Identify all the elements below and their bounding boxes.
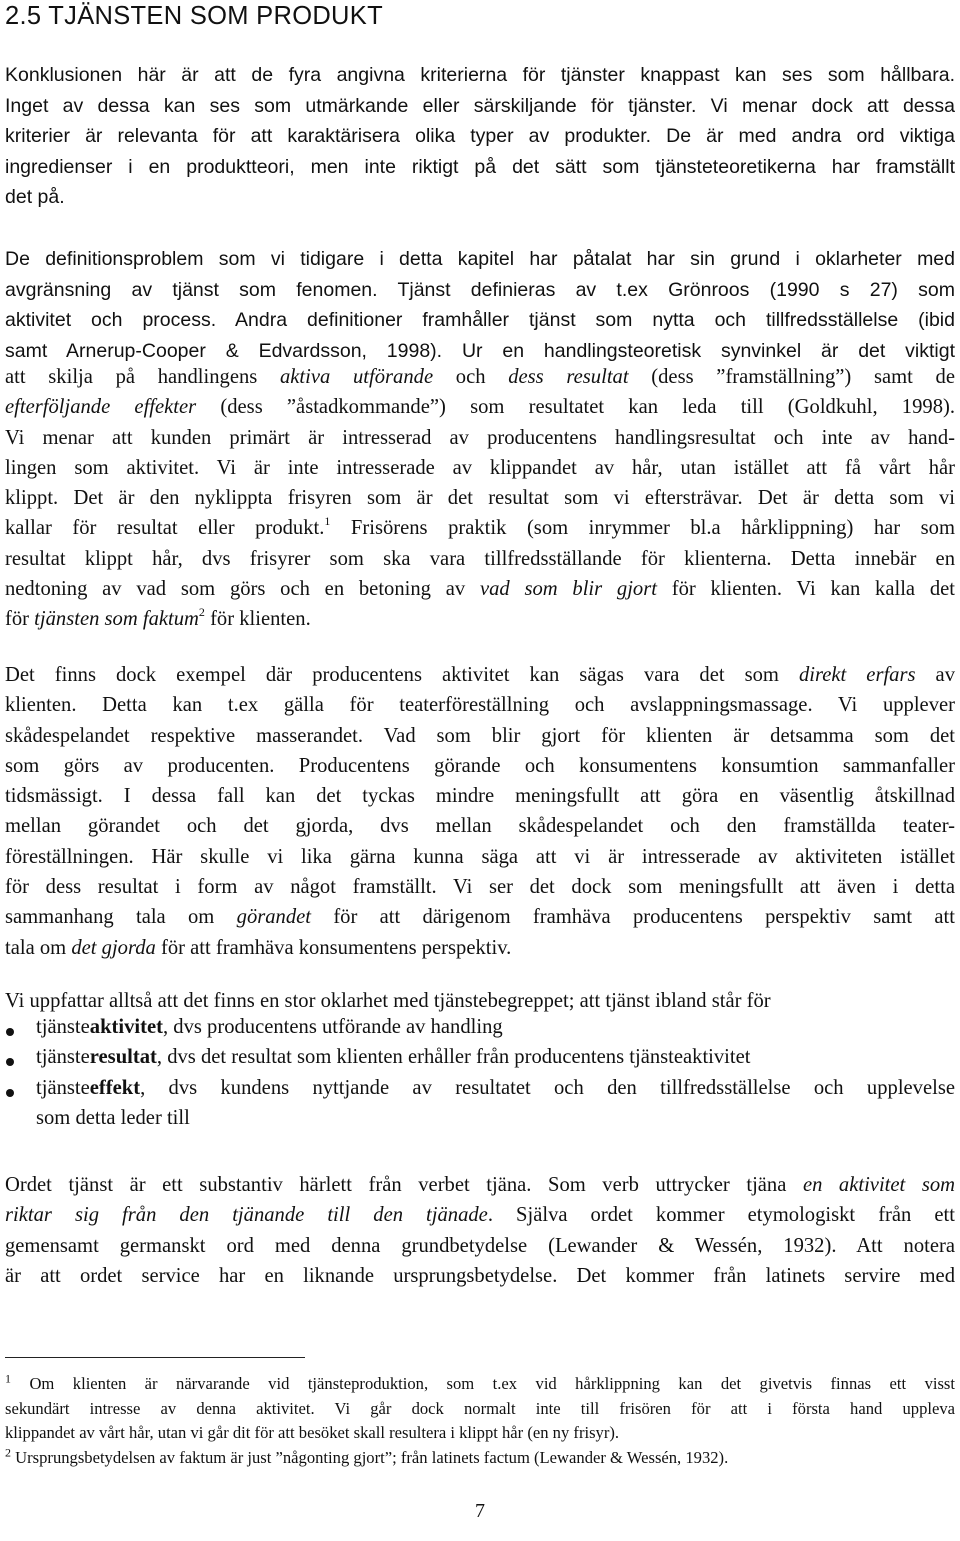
text-line: Konklusionen här är att de fyra angivna kriterierna för tjänster knappast kan ses som hållbara. bbox=[5, 64, 955, 86]
text-line: tala om det gjorda för att framhäva konsumentens perspektiv. bbox=[5, 936, 512, 959]
paragraph-2-serif bbox=[5, 362, 955, 635]
text-line: ingredienser i en produktteori, men inte riktigt på det sätt som tjänsteteoretikerna har framställt bbox=[5, 155, 955, 178]
text-line: lingen som aktivitet. Vi är inte intresserade av klippandet av hår, utan istället att få vårt hår bbox=[5, 456, 955, 479]
text-line: kallar för resultat eller produkt.$^1$ Frisörens praktik (som inrymmer bl.a hårklippning) har som bbox=[5, 513, 955, 540]
footnote-ref: 2 bbox=[198, 604, 205, 619]
bullet-list bbox=[5, 1016, 955, 1137]
text-line: klippt. Det är den nyklippta frisyren som är det resultat som vi eftersträvar. Det är detta som vi bbox=[5, 487, 955, 510]
text-line: skådespelandet respektive masserandet. Vad som blir gjort för klienten är detsamma som det bbox=[5, 724, 955, 747]
footnote-number: 2 bbox=[5, 1445, 11, 1460]
text-line: efterföljande effekter (dess ”åstadkommande”) som resultatet kan leda till (Goldkuhl, 1998). bbox=[5, 396, 955, 419]
footnote-divider bbox=[5, 1357, 305, 1358]
text-line: att skilja på handlingens aktiva utförande och dess resultat (dess ”framställning”) samt de bbox=[5, 366, 955, 388]
text-line: De definitionsproblem som vi tidigare i detta kapitel har påtalat har sin grund i oklarheter med bbox=[5, 248, 955, 270]
text-line: nedtoning av vad som görs och en betoning av vad som blir gjort för klienten. Vi kan kalla det bbox=[5, 578, 955, 601]
paragraph-2-sans bbox=[5, 244, 955, 366]
bullet-icon bbox=[6, 1089, 14, 1097]
text-line: mellan görandet och det gjorda, dvs mellan skådespelandet och den framställda teater- bbox=[5, 815, 955, 838]
list-item: tjänsteaktivitet, dvs producentens utförande av handling bbox=[5, 1016, 955, 1046]
footnote-ref: 1 bbox=[324, 513, 331, 528]
paragraph-3 bbox=[5, 660, 955, 963]
text-line: Inget av dessa kan ses som utmärkande eller särskiljande för tjänster. Vi menar dock att dessa bbox=[5, 94, 955, 117]
paragraph-4-intro bbox=[5, 986, 955, 1016]
list-item: tjänsteresultat, dvs det resultat som klienten erhåller från producentens tjänsteaktivitet bbox=[5, 1046, 955, 1076]
list-item: tjänsteeffekt, dvs kundens nyttjande av resultatet och den tillfredsställelse och upplevelse som detta leder till bbox=[5, 1077, 955, 1138]
text-line: avgränsning av tjänst som fenomen. Tjänst definieras av t.ex Grönroos (1990 s 27) som bbox=[5, 278, 955, 301]
footnote-2: $^2$ Ursprungsbetydelsen av faktum är just ”någonting gjort”; från latinets factum (Lewander & Wessén, 1932). bbox=[5, 1445, 729, 1467]
text-line: kriterier är relevanta för att karaktärisera olika typer av produkter. De är med andra ord viktiga bbox=[5, 125, 955, 148]
section-heading: 2.5 TJÄNSTEN SOM PRODUKT bbox=[5, 2, 383, 30]
footnote-1: $^1$ Om klienten är närvarande vid tjänsteproduktion, som t.ex vid hårklippning kan det givetvis finnas ett visst sekundärt intresse av denna aktivitet. Vi går dock normalt inte till frisören för att i första hand uppleva klippandet av vårt hår, utan vi går dit för att besöket skall resultera i klippt hår (en ny frisyr). bbox=[5, 1371, 955, 1443]
text-line: är att ordet service har en liknande ursprungsbetydelse. Det kommer från latinets servire med bbox=[5, 1264, 955, 1287]
text-line: tidsmässigt. I dessa fall kan det tyckas mindre meningsfullt att göra en väsentlig åtskillnad bbox=[5, 785, 955, 808]
text-line: för tjänsten som faktum$^2$ för klienten. bbox=[5, 604, 311, 631]
bullet-icon bbox=[6, 1058, 14, 1066]
text-line: aktivitet och process. Andra definitioner framhåller tjänst som nytta och tillfredsställelse (ibid bbox=[5, 309, 955, 332]
paragraph-5 bbox=[5, 1170, 955, 1291]
text-line: Det finns dock exempel där producentens aktivitet kan sägas vara det som direkt erfars av bbox=[5, 664, 955, 686]
bullet-icon bbox=[6, 1028, 14, 1036]
text-line: föreställningen. Här skulle vi lika gärna kunna säga att vi är intresserade av aktiviteten istället bbox=[5, 845, 955, 868]
text-line: Vi uppfattar alltså att det finns en stor oklarhet med tjänstebegreppet; att tjänst ibland står för bbox=[5, 990, 771, 1012]
text-line: riktar sig från den tjänande till den tjänade. Själva ordet kommer etymologiskt från ett bbox=[5, 1204, 955, 1227]
text-line: Ordet tjänst är ett substantiv härlett från verbet tjäna. Som verb uttrycker tjäna en aktivitet som bbox=[5, 1174, 955, 1196]
page-number: 7 bbox=[475, 1500, 485, 1522]
text-line: klienten. Detta kan t.ex gälla för teaterföreställning och avslappningsmassage. Vi upplever bbox=[5, 694, 955, 717]
paragraph-1 bbox=[5, 60, 955, 213]
text-line: som görs av producenten. Producentens görande och konsumentens konsumtion sammanfaller bbox=[5, 754, 955, 777]
footnote-number: 1 bbox=[5, 1371, 11, 1386]
text-line: för dess resultat i form av något framställt. Vi ser det dock som meningsfullt att även i detta bbox=[5, 876, 955, 899]
text-line: gemensamt germanskt ord med denna grundbetydelse (Lewander & Wessén, 1932). Att notera bbox=[5, 1234, 955, 1257]
document-page bbox=[5, 0, 955, 1541]
text-line: det på. bbox=[5, 186, 65, 209]
text-line: Vi menar att kunden primärt är intresserad av producentens handlingsresultat och inte av hand- bbox=[5, 426, 955, 449]
text-line: sammanhang tala om görandet för att därigenom framhäva producentens perspektiv samt att bbox=[5, 906, 955, 929]
text-line: resultat klippt hår, dvs frisyrer som ska vara tillfredsställande för klienterna. Detta innebär en bbox=[5, 547, 955, 570]
text-line: samt Arnerup-Cooper & Edvardsson, 1998). Ur en handlingsteoretisk synvinkel är det viktigt bbox=[5, 339, 955, 362]
